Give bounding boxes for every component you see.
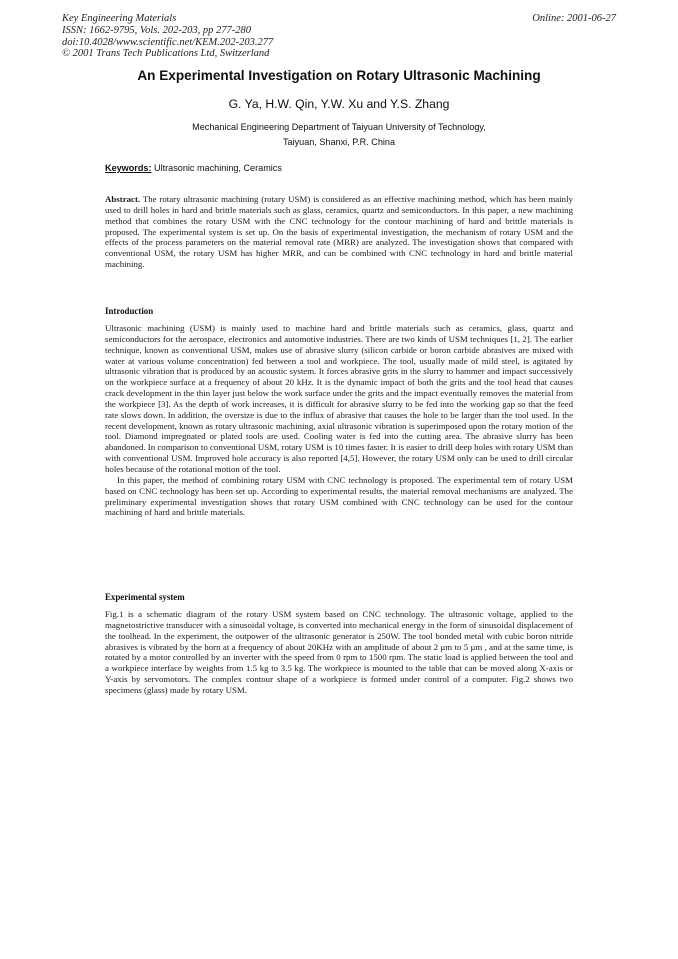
keywords — [105, 162, 585, 174]
keywords-value: Ultrasonic machining, Ceramics — [154, 163, 282, 173]
online-date: Online: 2001-06-27 — [532, 13, 616, 24]
abstract — [105, 194, 573, 270]
journal-name: Key Engineering Materials — [62, 13, 177, 24]
introduction-body — [105, 323, 573, 518]
introduction-heading: Introduction — [105, 306, 154, 316]
abstract-text: The rotary ultrasonic machining (rotary USM) is considered as an effective machining method, which has been mainly used to drill holes in hard and brittle materials such as glass, ceramics, quartz and semiconductors. In this paper, a new machining method that combines the rotary USM with the CNC technology for the contour machining of hard and brittle materials is proposed. The experimental system is set up. On the basis of experimental investigation, the mechanism of rotary USM and the effects of the process parameters on the material removal rate (MRR) are analyzed. The investigation shows that compared with conventional USM, the rotary USM has higher MRR, and can be combined with CNC technology in hard and brittle material machining. — [105, 194, 573, 270]
affiliation-line-1: Mechanical Engineering Department of Taiyuan University of Technology, — [192, 122, 486, 132]
journal-header — [62, 13, 482, 60]
paper-authors: G. Ya, H.W. Qin, Y.W. Xu and Y.S. Zhang — [228, 97, 450, 111]
abstract-label: Abstract. — [105, 194, 141, 204]
doi-link[interactable]: doi:10.4028/www.scientific.net/KEM.202-203.277 — [62, 36, 274, 48]
affiliation — [60, 120, 618, 150]
experimental-system-body — [105, 609, 573, 696]
affiliation-line-2: Taiyuan, Shanxi, P.R. China — [282, 137, 396, 147]
keywords-label: Keywords: — [105, 163, 152, 173]
experimental-system-heading: Experimental system — [105, 592, 185, 602]
copyright-line: © 2001 Trans Tech Publications Ltd, Switzerland — [62, 48, 270, 60]
introduction-paragraph-2: In this paper, the method of combining rotary USM with CNC technology is proposed. The experimental tem of rotary USM based on CNC technology has been set up. According to experimental results, the material removal mechanisms are analyzed. The preliminary experimental investigation shows that rotary USM combined with CNC technology can be used for the contour machining of hard and brittle materials. — [105, 474, 573, 518]
paper-title: An Experimental Investigation on Rotary Ultrasonic Machining — [137, 68, 541, 83]
introduction-paragraph-1: Ultrasonic machining (USM) is mainly used to machine hard and brittle materials such as ceramics, glass, quartz and semiconductors for the aerospace, electronics and automotive industries. There are two kinds of USM techniques [1, 2]. The earlier technique, known as conventional USM, makes use of abrasive slurry (silicon carbide or boron carbide abrasives are mixed with water at various volume concentration) fed between a tool and workpiece. The tool, usually made of mild steel, is agitated by ultrasonic vibration that is produced by an acoustic system. It forces abrasive grits in the slurry to hammer and impact successively on the workpiece surface at a frequency of about 20 kHz. It is the dynamic impact of both the grits and the tool head that causes crack development in the thin layer just below the work surface under the grits and the impact eventually removes the material from the workpiece [3]. As the depth of work increases, it is difficult for abrasive slurry to be fed into the working gap so that the feed rate slows down. In addition, the oversize is due to the influx of abrasive that causes the hole to be larger than the tool used. In the recent development, known as rotary ultrasonic machining, axial ultrasonic vibration is superimposed upon the rotary motion of the tool. Diamond impregnated or plated tools are used. Cooling water is fed into the cutting area. The abrasive slurry has been abandoned. In comparison to conventional USM, rotary USM is 10 times faster. It is easier to drill deep holes with rotary USM than with conventional USM. Improved hole accuracy is also reported [4,5]. However, the rotary USM only can be used to drill circular holes because of the rotational motion of the tool. — [105, 323, 573, 474]
issn-line: ISSN: 1662-9795, Vols. 202-203, pp 277-280 — [62, 24, 251, 36]
experimental-paragraph-1: Fig.1 is a schematic diagram of the rotary USM system based on CNC technology. The ultrasonic voltage, applied to the magnetostrictive transducer with a sinusoidal voltage, is converted into mechanical energy in the form of sinusoidal displacement of the toolhead. In the experiment, the outpower of the ultrasonic generator is 250W. The tool bonded metal with cubic boron nitride abrasives is vibrated by the horn at a frequency of about 20KHz with an amplitude of about 2 μm to 5 μm , and at the same time, is rotated by a motor controlled by an inverter with the speed from 0 rpm to 1500 rpm. The static load is applied between the tool and a workpiece interface by weights from 1.5 kg to 3.5 kg. The workpiece is mounted to the table that can be moved along X-axis or Y-axis by servomotors. The complex contour shape of a workpiece is formed under control of a computer. Fig.2 shows two specimens (glass) made by rotary USM. — [105, 609, 573, 695]
